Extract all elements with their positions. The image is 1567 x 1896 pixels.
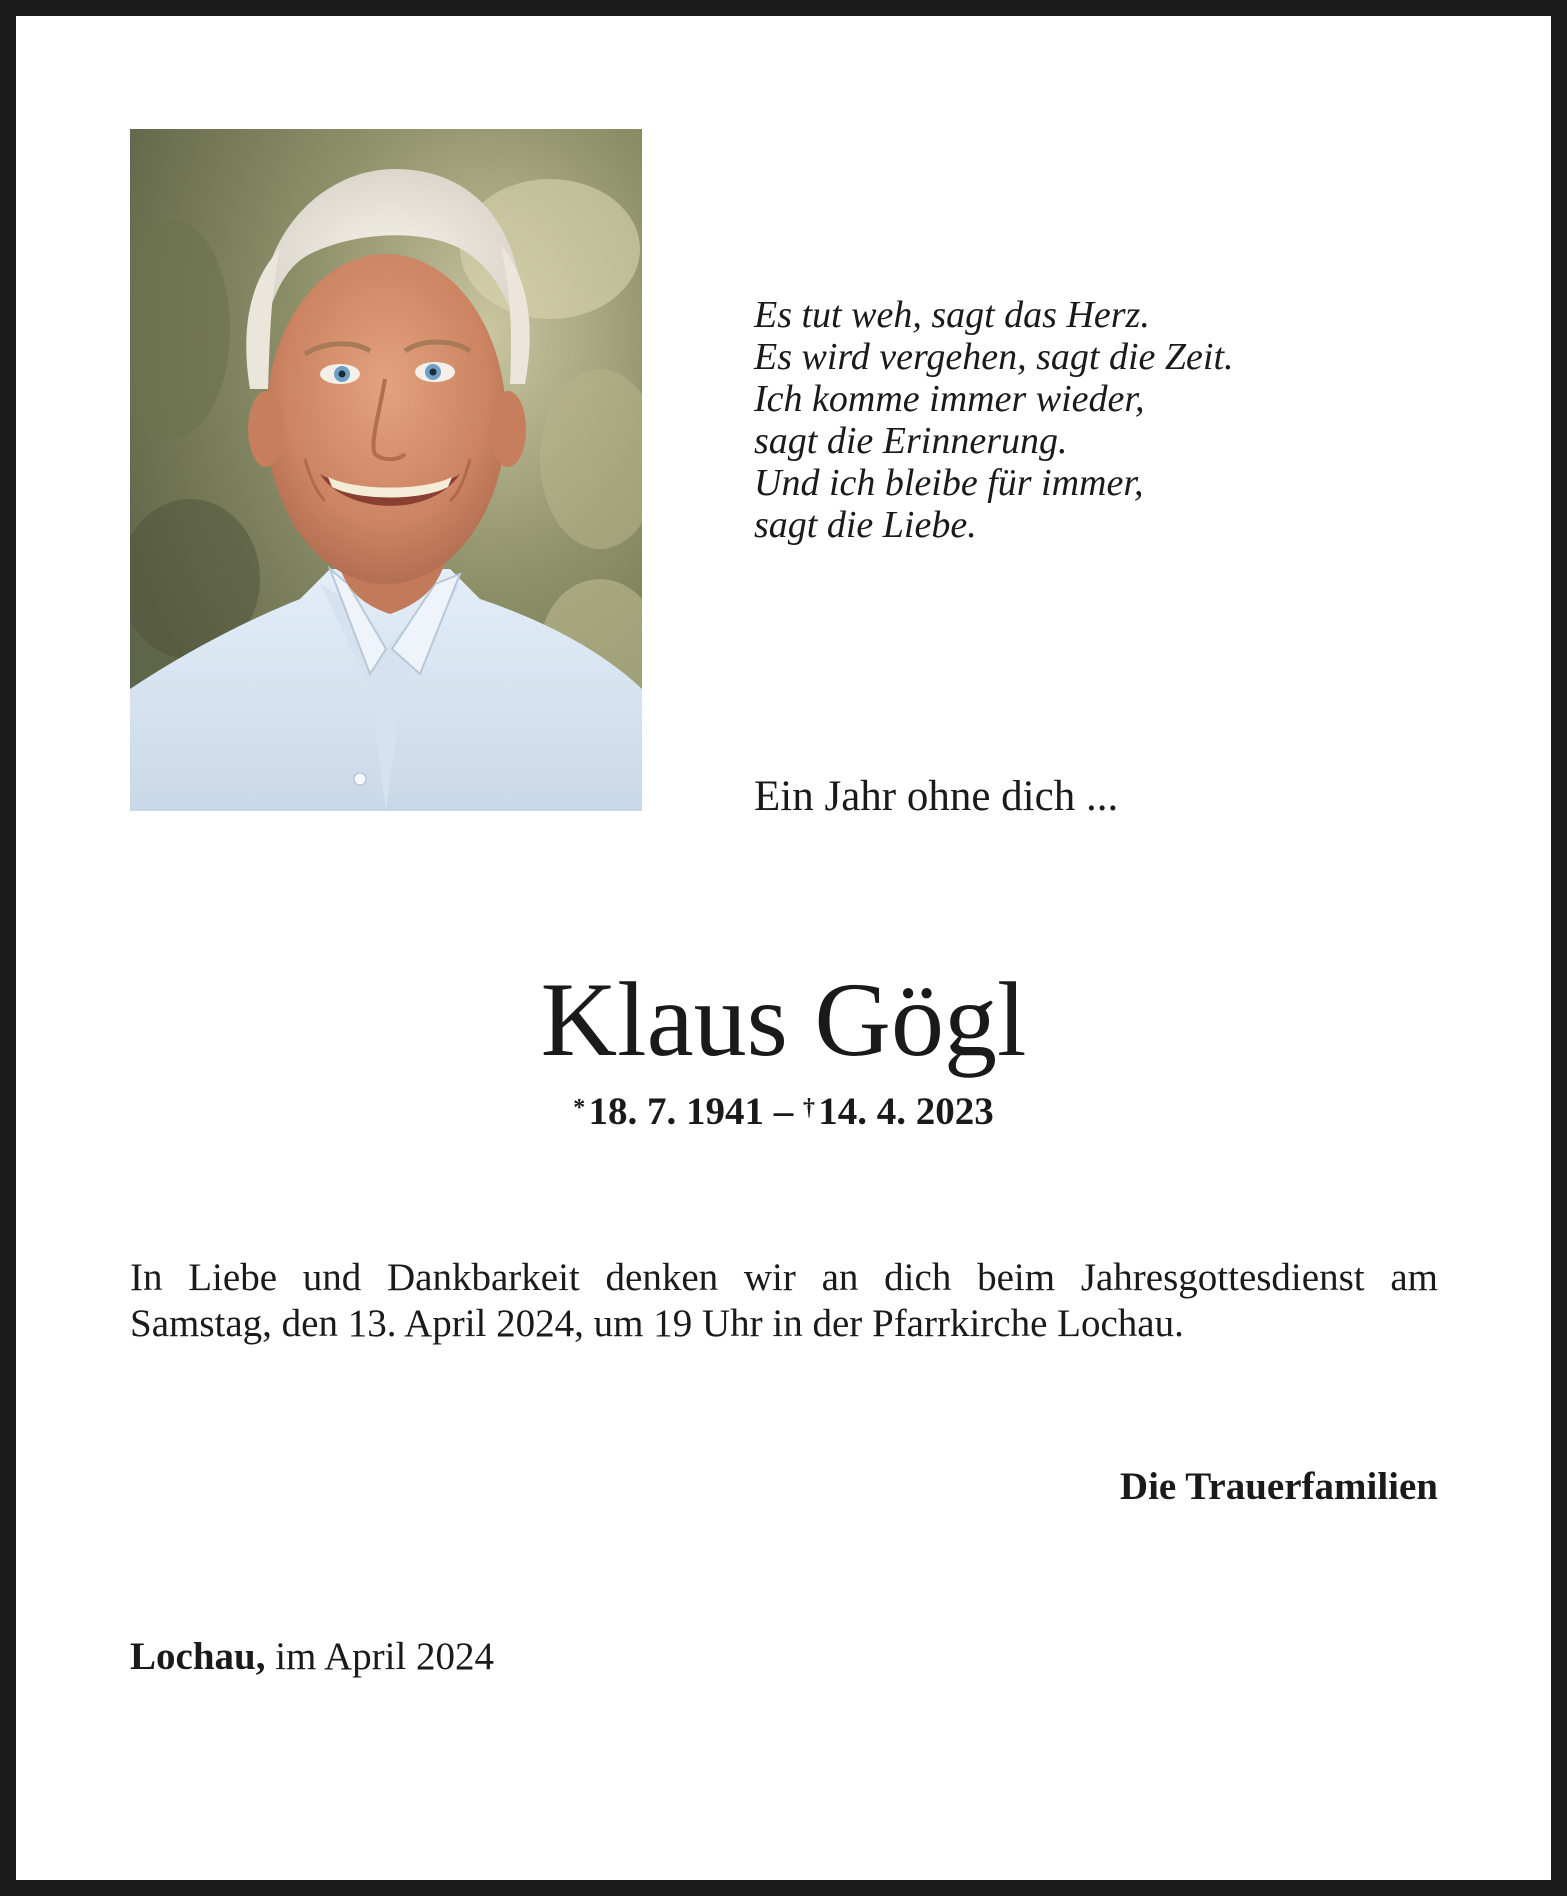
poem: [754, 294, 1454, 546]
birth-symbol: *: [573, 1095, 586, 1121]
portrait-photo: [130, 129, 642, 811]
poem-line: Es tut weh, sagt das Herz.: [754, 294, 1150, 336]
date-separator: –: [764, 1090, 803, 1133]
poem-line: Ich komme immer wieder,: [754, 378, 1145, 420]
death-date: 14. 4. 2023: [818, 1090, 994, 1133]
poem-line: Es wird vergehen, sagt die Zeit.: [754, 336, 1234, 378]
birth-date: 18. 7. 1941: [588, 1090, 764, 1133]
poem-line: sagt die Liebe.: [754, 504, 977, 546]
place-date: [130, 1633, 494, 1681]
place: Lochau,: [130, 1635, 266, 1678]
memorial-message: [130, 1255, 1438, 1347]
poem-line: sagt die Erinnerung.: [754, 420, 1068, 462]
death-symbol: †: [803, 1095, 815, 1121]
signature: Die Trauerfamilien: [1119, 1465, 1438, 1508]
deceased-name: Klaus Gögl: [540, 961, 1027, 1078]
message-line: Samstag, den 13. April 2024, um 19 Uhr in der Pfarrkirche Lochau.: [130, 1302, 1184, 1345]
date: im April 2024: [275, 1635, 495, 1678]
portrait-image: [130, 129, 642, 811]
poem-line: Und ich bleibe für immer,: [754, 462, 1144, 504]
message-line: In Liebe und Dankbarkeit denken wir an dich beim Jahresgottesdienst am: [130, 1256, 1438, 1299]
year-without-heading: Ein Jahr ohne dich ...: [754, 773, 1119, 820]
life-dates: [0, 1088, 1567, 1136]
